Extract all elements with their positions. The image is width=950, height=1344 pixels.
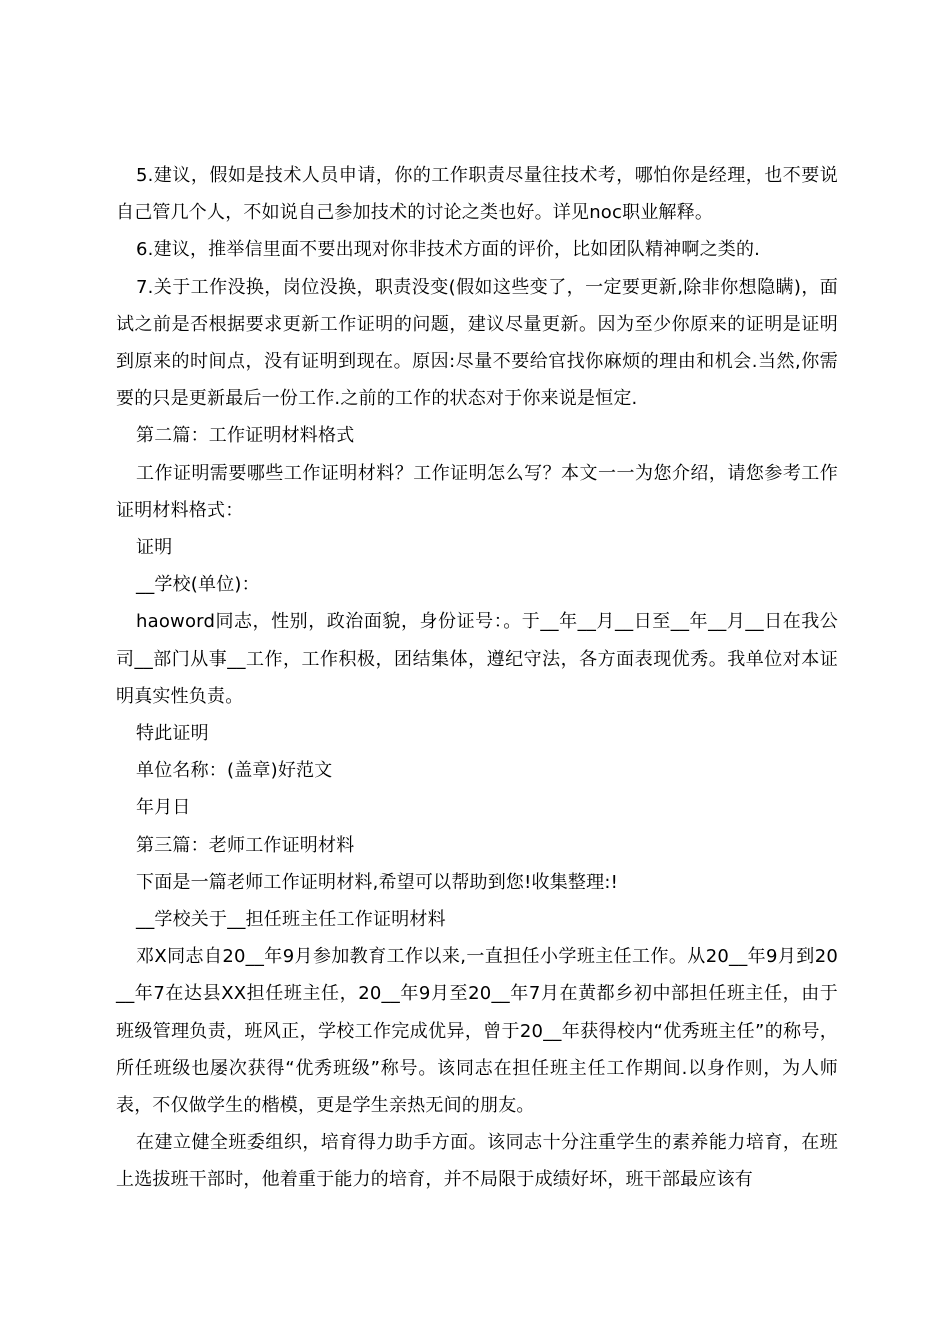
paragraph-class-committee: 在建立健全班委组织，培育得力助手方面。该同志十分注重学生的素养能力培育，在班上选拔班干部时，他着重于能力的培育，并不局限于成绩好坏，班干部最应该有 [116,1132,838,1191]
paragraph-suggestion-7: 7.关于工作没换，岗位没换，职责没变(假如这些变了，一定要更新,除非你想隐瞒)，面试之前是否根据要求更新工作证明的问题，建议尽量更新。因为至少你原来的证明是证明到原来的时间点，没有证明到现在。原因:尽量不要给官找你麻烦的理由和机会.当然,你需要的只是更新最后一份工作.之前的工作的状态对于你来说是恒定. [116,276,838,410]
document-body [116,157,838,1199]
section-heading-part-2: 第二篇：工作证明材料格式 [136,425,355,447]
certificate-closing: 特此证明 [136,723,209,745]
certificate-date: 年月日 [136,797,191,819]
certificate-title: 证明 [136,537,173,559]
certificate-addressee: __学校(单位)： [136,574,260,596]
paragraph-suggestion-5: 5.建议，假如是技术人员申请，你的工作职责尽量往技术考，哪怕你是经理，也不要说自己管几个人，不如说自己参加技术的讨论之类也好。详见noc职业解释。 [116,165,838,224]
paragraph-intro-part-3: 下面是一篇老师工作证明材料,希望可以帮助到您!收集整理:! [136,871,619,893]
material-title: __学校关于__担任班主任工作证明材料 [136,909,446,931]
section-heading-part-3: 第三篇：老师工作证明材料 [136,834,355,856]
paragraph-teacher-record: 邓X同志自20__年9月参加教育工作以来,一直担任小学班主任工作。从20__年9月到20__年7在达县XX担任班主任，20__年9月至20__年7月在黄都乡初中部担任班主任，由于班级管理负责，班风正，学校工作完成优异，曾于20__年获得校内“优秀班主任”的称号，所任班级也屡次获得“优秀班级”称号。该同志在担任班主任工作期间.以身作则，为人师表，不仅做学生的楷模，更是学生亲热无间的朋友。 [116,946,838,1117]
certificate-unit-name: 单位名称：(盖章)好范文 [136,760,333,782]
paragraph-intro-part-2: 工作证明需要哪些工作证明材料？工作证明怎么写？本文一一为您介绍，请您参考工作证明材料格式： [116,462,838,521]
certificate-body: haoword同志，性别，政治面貌，身份证号：。于__年__月__日至__年__月__日在我公司__部门从事__工作，工作积极，团结集体，遵纪守法，各方面表现优秀。我单位对本证明真实性负责。 [116,611,838,707]
paragraph-suggestion-6: 6.建议，推举信里面不要出现对你非技术方面的评价，比如团队精神啊之类的. [136,239,761,261]
